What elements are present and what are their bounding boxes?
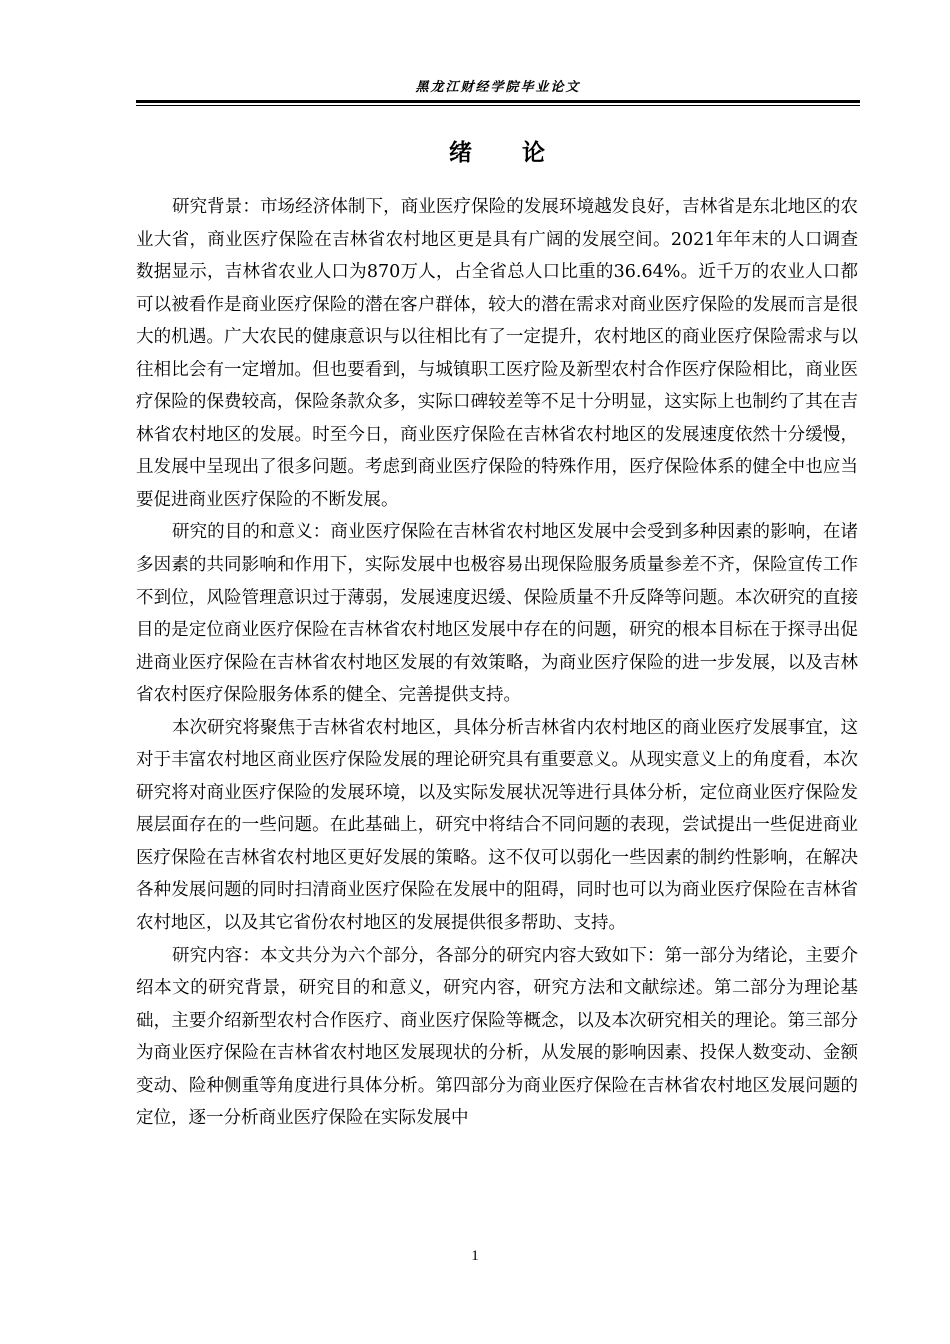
chapter-title xyxy=(136,136,860,170)
paragraph-background: 研究背景：市场经济体制下，商业医疗保险的发展环境越发良好，吉林省是东北地区的农业大省，商业医疗保险在吉林省农村地区更是具有广阔的发展空间。2021年年末的人口调查数据显示，吉林省农业人口为870万人，占全省总人口比重的36.64%。近千万的农业人口都可以被看作是商业医疗保险的潜在客户群体，较大的潜在需求对商业医疗保险的发展而言是很大的机遇。广大农民的健康意识与以往相比有了一定提升，农村地区的商业医疗保险需求与以往相比会有一定增加。但也要看到，与城镇职工医疗险及新型农村合作医疗保险相比，商业医疗保险的保费较高，保险条款众多，实际口碑较差等不足十分明显，这实际上也制约了其在吉林省农村地区的发展。时至今日，商业医疗保险在吉林省农村地区的发展速度依然十分缓慢，且发展中呈现出了很多问题。考虑到商业医疗保险的特殊作用，医疗保险体系的健全中也应当要促进商业医疗保险的不断发展。 xyxy=(136,197,858,510)
paragraph-significance: 本次研究将聚焦于吉林省农村地区，具体分析吉林省内农村地区的商业医疗发展事宜，这对于丰富农村地区商业医疗保险发展的理论研究具有重要意义。从现实意义上的角度看，本次研究将对商业医疗保险的发展环境，以及实际发展状况等进行具体分析，定位商业医疗保险发展层面存在的一些问题。在此基础上，研究中将结合不同问题的表现，尝试提出一些促进商业医疗保险在吉林省农村地区更好发展的策略。这不仅可以弱化一些因素的制约性影响，在解决各种发展问题的同时扫清商业医疗保险在发展中的阻碍，同时也可以为商业医疗保险在吉林省农村地区，以及其它省份农村地区的发展提供很多帮助、支持。 xyxy=(136,717,858,934)
body-text xyxy=(136,191,858,1135)
header-rule-thin xyxy=(136,105,860,106)
running-header: 黑龙江财经学院毕业论文 xyxy=(415,80,581,95)
title-char-1: 绪 xyxy=(449,140,474,166)
paragraph-purpose: 研究的目的和意义：商业医疗保险在吉林省农村地区发展中会受到多种因素的影响，在诸多因素的共同影响和作用下，实际发展中也极容易出现保险服务质量参差不齐，保险宣传工作不到位，风险管理意识过于薄弱，发展速度迟缓、保险质量不升反降等问题。本次研究的直接目的是定位商业医疗保险在吉林省农村地区发展中存在的问题，研究的根本目标在于探寻出促进商业医疗保险在吉林省农村地区发展的有效策略，为商业医疗保险的进一步发展，以及吉林省农村医疗保险服务体系的健全、完善提供支持。 xyxy=(136,522,858,706)
page-number: 1 xyxy=(471,1248,479,1264)
paragraph-content: 研究内容：本文共分为六个部分，各部分的研究内容大致如下：第一部分为绪论，主要介绍本文的研究背景，研究目的和意义，研究内容，研究方法和文献综述。第二部分为理论基础，主要介绍新型农村合作医疗、商业医疗保险等概念，以及本次研究相关的理论。第三部分为商业医疗保险在吉林省农村地区发展现状的分析，从发展的影响因素、投保人数变动、金额变动、险种侧重等角度进行具体分析。第四部分为商业医疗保险在吉林省农村地区发展问题的定位，逐一分析商业医疗保险在实际发展中 xyxy=(136,945,858,1129)
header-rule-thick xyxy=(136,100,860,103)
title-char-2: 论 xyxy=(522,140,547,166)
